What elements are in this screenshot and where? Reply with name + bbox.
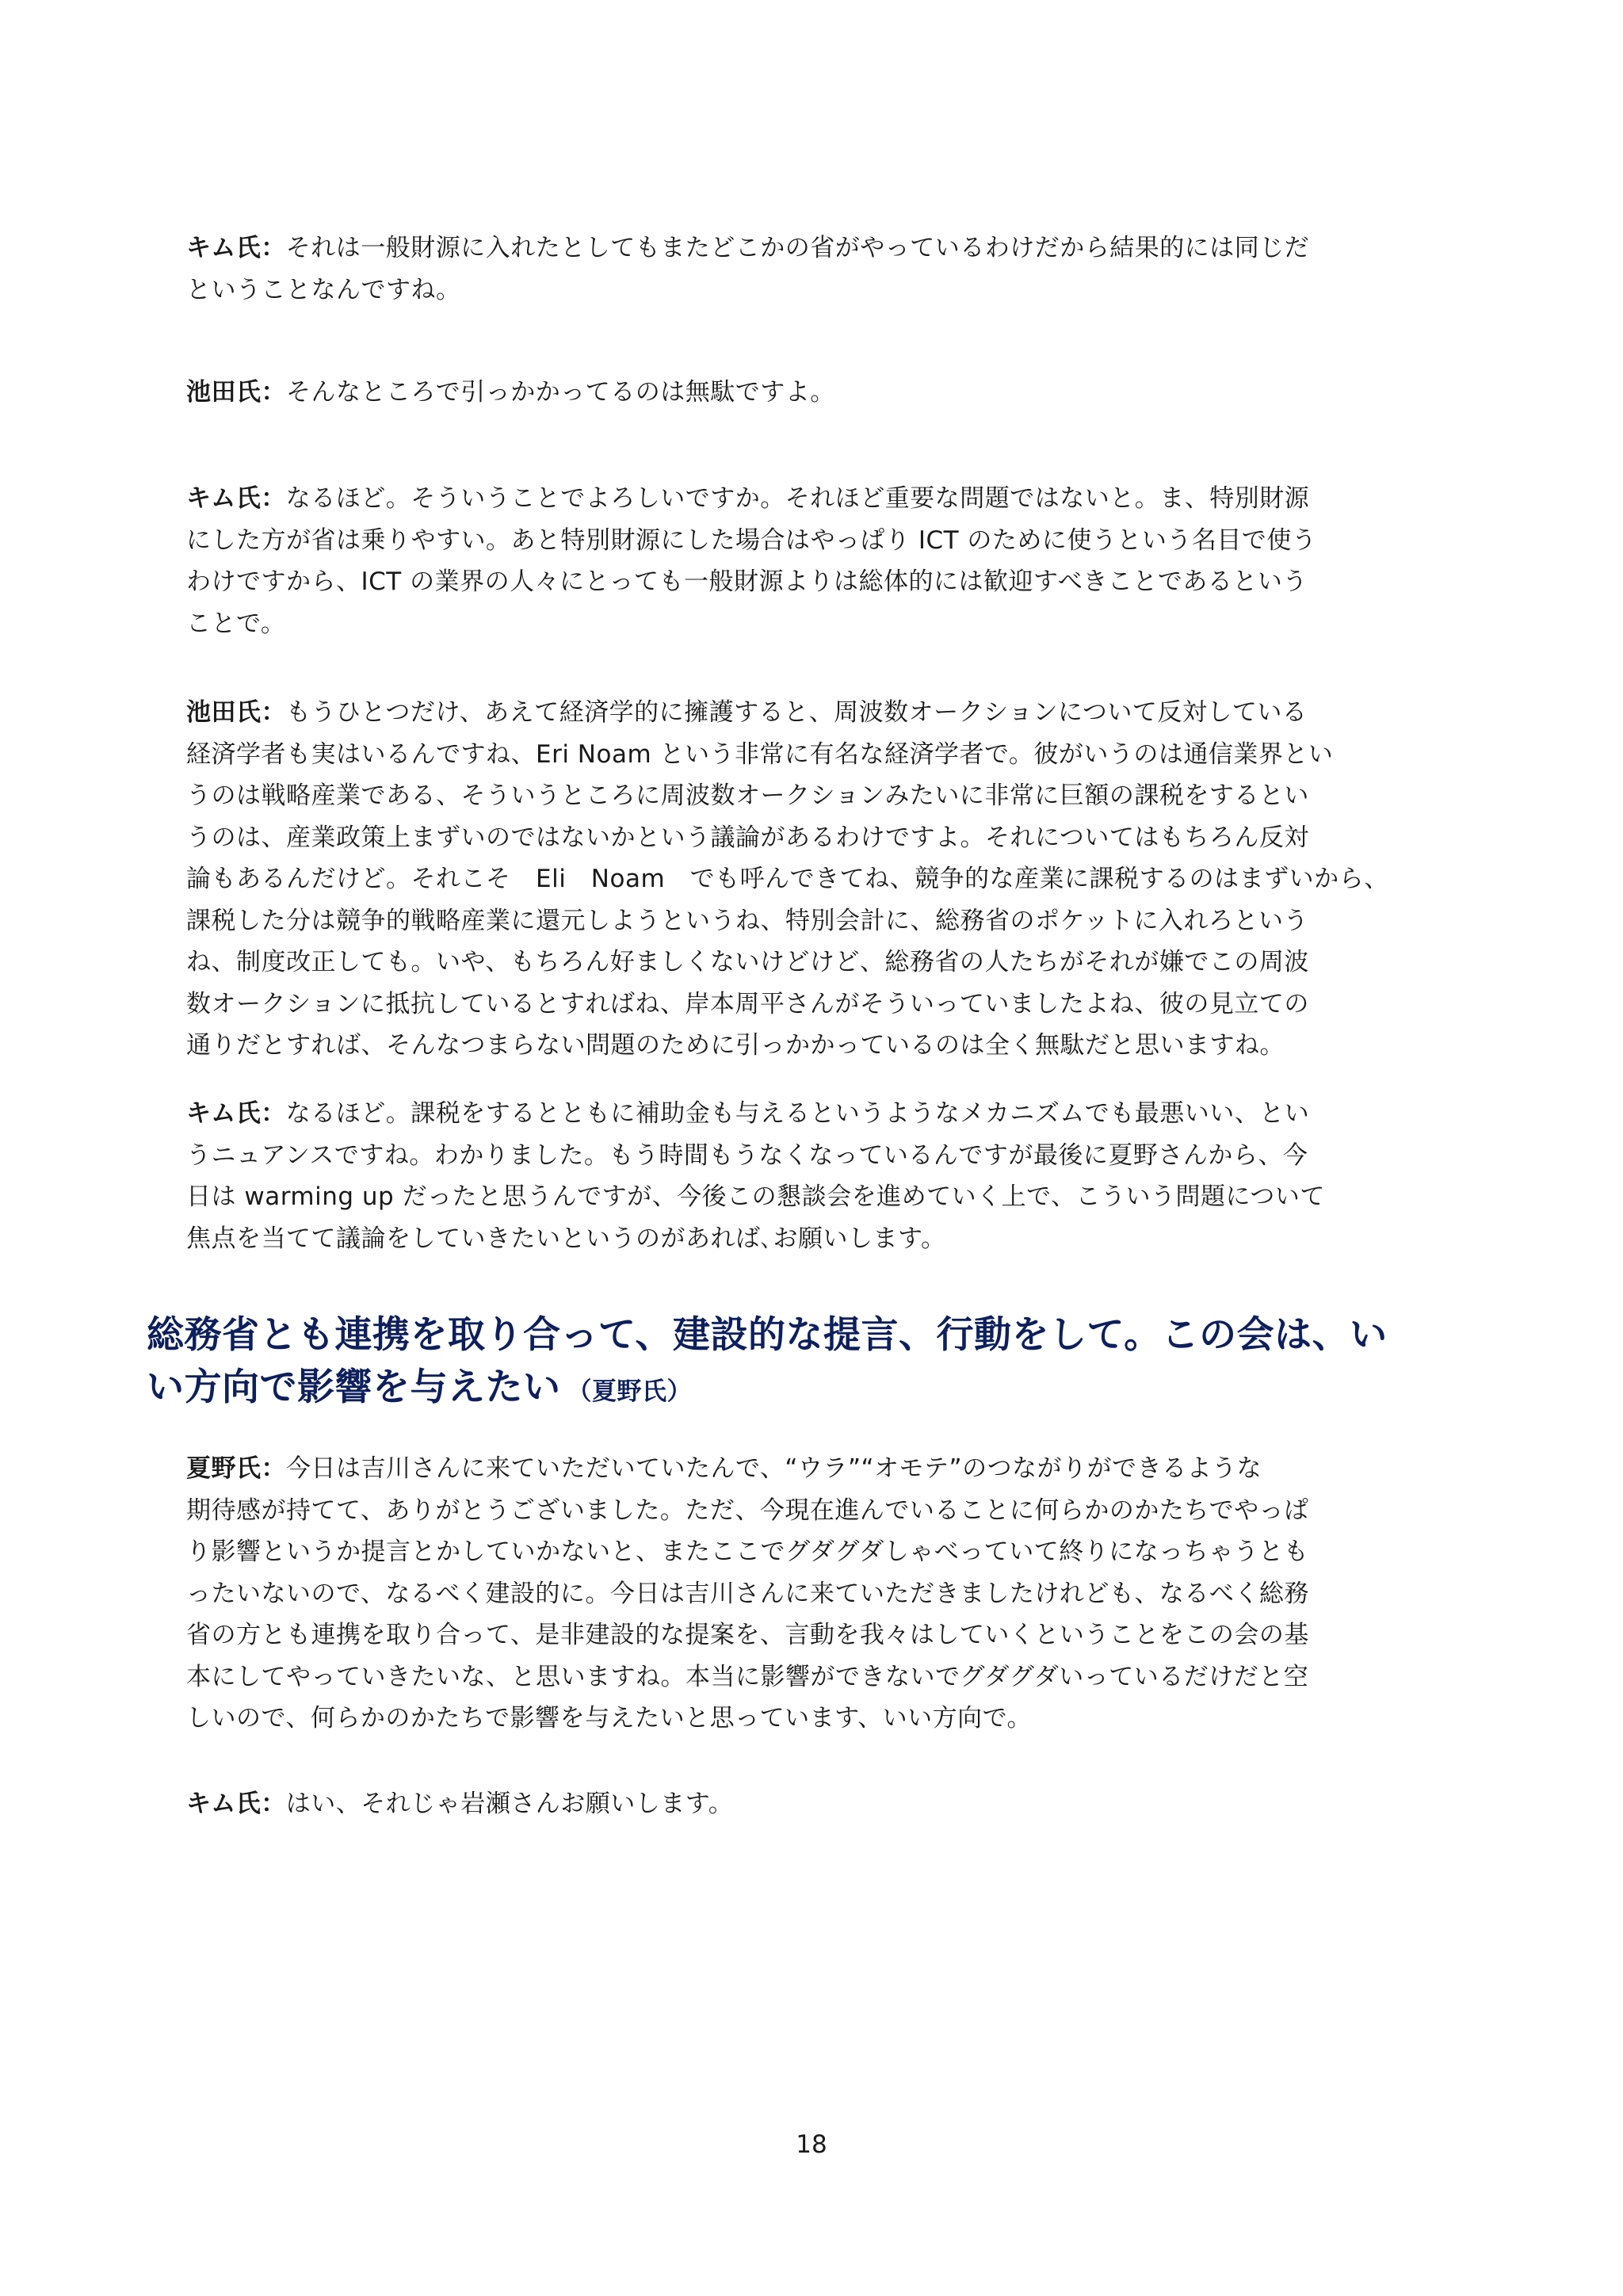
dialogue-line: それは一般財源に入れたとしてもまたどこかの省がやっているわけだから結果的には同じだ [285, 234, 1310, 262]
dialogue-line: 期待感が持てて、ありがとうございました。ただ、今現在進んでいることに何らかのかたちでやっぱ [186, 1496, 1309, 1525]
dialogue-paragraph [186, 372, 1482, 414]
dialogue-line: にした方が省は乗りやすい。あと特別財源にした場合はやっぱり ICT のために使うという名目で使う [186, 525, 1317, 555]
dialogue-line: 本にしてやっていきたいな、と思いますね。本当に影響ができないでグダグダいっているだけだと空 [186, 1662, 1309, 1691]
dialogue-line: ったいないので、なるべく建設的に。今日は吉川さんに来ていただきましたけれども、なるべく総務 [186, 1579, 1309, 1608]
speaker-label: 池田氏： [186, 378, 286, 407]
dialogue-paragraph [186, 692, 1482, 1067]
heading-line: 総務省とも連携を取り合って、建設的な提言、行動をして。この会は、い [147, 1313, 1388, 1357]
page-number: 18 [796, 2130, 827, 2159]
speaker-label: キム氏： [186, 1099, 286, 1128]
dialogue-line: 日は warming up だったと思うんですが、今後この懇談会を進めていく上で、こういう問題について [186, 1182, 1325, 1211]
dialogue-line: しいので、何らかのかたちで影響を与えたいと思っています、いい方向で。 [186, 1704, 1032, 1733]
dialogue-line: わけですから、ICT の業界の人々にとっても一般財源よりは総体的には歓迎すべきことであるという [186, 567, 1308, 596]
dialogue-paragraph [186, 478, 1482, 644]
dialogue-line: 今日は吉川さんに来ていただいていたんで、“ウラ”“オモテ”のつながりができるような [286, 1454, 1262, 1483]
dialogue-line: うのは戦略産業である、そういうところに周波数オークションみたいに非常に巨額の課税をするとい [186, 781, 1309, 810]
dialogue-paragraph [186, 1783, 1482, 1825]
dialogue-line: 論もあるんだけど。それこそ Eli Noam でも呼んできてね、競争的な産業に課税するのはまずいから、 [186, 865, 1389, 893]
heading-speaker: （夏野氏） [567, 1377, 692, 1406]
dialogue-line: なるほど。そういうことでよろしいですか。それほど重要な問題ではないと。ま、特別財源 [285, 484, 1310, 513]
dialogue-line: そんなところで引っかかってるのは無駄ですよ。 [286, 378, 835, 407]
dialogue-line: うのは、産業政策上まずいのではないかという議論があるわけですよ。それについてはもちろん反対 [186, 823, 1309, 852]
dialogue-line: なるほど。課税をするとともに補助金も与えるというようなメカニズムでも最悪いい、とい [285, 1099, 1310, 1128]
speaker-label: キム氏： [186, 1790, 286, 1818]
dialogue-line: 数オークションに抵抗しているとすればね、岸本周平さんがそういっていましたよね、彼の見立ての [186, 989, 1309, 1018]
section-heading [147, 1309, 1510, 1418]
dialogue-paragraph [186, 1093, 1482, 1259]
speaker-label: 夏野氏： [186, 1454, 286, 1483]
dialogue-line: 省の方とも連携を取り合って、是非建設的な提案を、言動を我々はしていくということをこの会の基 [186, 1621, 1309, 1649]
speaker-label: キム氏： [186, 234, 286, 262]
dialogue-line: もうひとつだけ、あえて経済学的に擁護すると、周波数オークションについて反対している [286, 698, 1308, 727]
dialogue-line: はい、それじゃ岩瀬さんお願いします。 [285, 1790, 734, 1818]
dialogue-paragraph [186, 227, 1482, 311]
dialogue-line: ね、制度改正しても。いや、もちろん好ましくないけどけど、総務省の人たちがそれが嫌でこの周波 [186, 948, 1309, 976]
dialogue-line: ということなんですね。 [186, 275, 461, 304]
dialogue-line: 焦点を当てて議論をしていきたいというのがあれば､お願いします。 [186, 1224, 946, 1253]
dialogue-line: 課税した分は競争的戦略産業に還元しようというね、特別会計に、総務省のポケットに入れろという [186, 906, 1308, 935]
speaker-label: 池田氏： [186, 698, 286, 727]
heading-line: い方向で影響を与えたい [147, 1366, 561, 1409]
dialogue-line: 通りだとすれば、そんなつまらない問題のために引っかかっているのは全く無駄だと思いますね。 [186, 1031, 1285, 1060]
speaker-label: キム氏： [186, 484, 286, 513]
dialogue-paragraph [186, 1448, 1482, 1740]
dialogue-line: 経済学者も実はいるんですね、Eri Noam という非常に有名な経済学者で。彼がいうのは通信業界とい [186, 739, 1334, 769]
dialogue-line: うニュアンスですね。わかりました。もう時間もうなくなっているんですが最後に夏野さんから、今 [186, 1140, 1308, 1170]
dialogue-line: ことで。 [186, 609, 286, 638]
dialogue-line: り影響というか提言とかしていかないと、またここでグダグダしゃべっていて終りになっちゃうとも [186, 1538, 1309, 1566]
